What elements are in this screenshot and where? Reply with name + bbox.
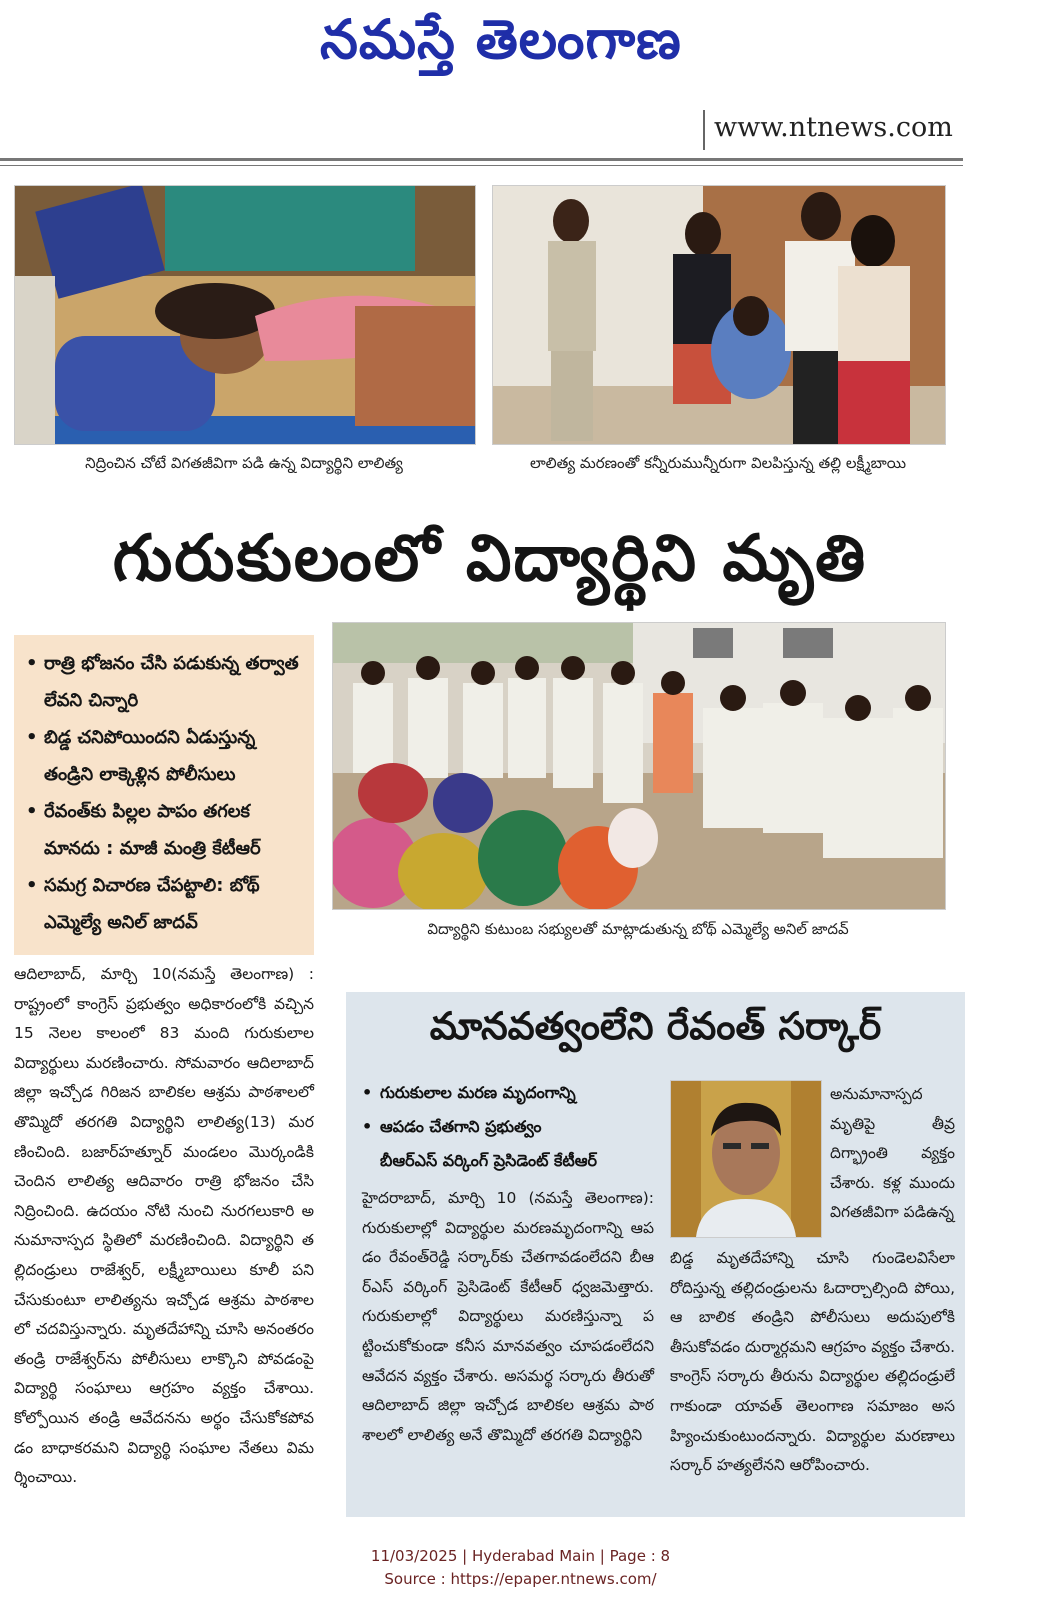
caption-mla-with-family: విద్యార్థిని కుటుంబ సభ్యులతో మాట్లాడుతున్న బోథ్‌ ఎమ్మెల్యే అనిల్‌ జాదవ్‌	[427, 920, 849, 938]
highlights-box	[14, 635, 314, 955]
footer-edition-info: 11/03/2025 | Hyderabad Main | Page : 8	[370, 1547, 671, 1565]
highlight-item: • సమగ్ర విచారణ చేపట్టాలి: బోథ్‌ ఎమ్మెల్యే అనిల్‌ జాదవ్‌	[26, 867, 304, 941]
photo-student-lying	[14, 185, 476, 445]
bullet-icon: •	[362, 1083, 373, 1102]
main-headline: గురుకులంలో విద్యార్థిని మృతి	[112, 522, 868, 596]
left-article-body: ఆదిలాబాద్‌, మార్చి 10(నమస్తే తెలంగాణ) : రాష్ట్రంలో కాంగ్రెస్‌ ప్రభుత్వం అధికారంలోకి వచ్చిన 15 నెలల కాలంలో 83 మంది గురుకులాల విద్యార్థులు మరణించారు. సోమవారం ఆదిలాబాద్‌ జిల్లా ఇచ్చోడ గిరిజన బాలికల ఆశ్రమ పాఠశాలలో తొమ్మిదో తరగతి విద్యార్థిని లాలిత్య(13) మరణించింది. బజార్‌హత్నూర్‌ మండలం మొర్కండికి చెందిన లాలిత్య ఆదివారం రాత్రి భోజనం చేసి నిద్రించింది. ఉదయం నోటి నుంచి నురగలుకారి అనుమానాస్పద స్థితిలో మరణించింది. విద్యార్థిని తల్లిదండ్రులు రాజేశ్వర్‌, లక్ష్మీబాయిలు కూలీ పని చేసుకుంటూ లాలిత్యను ఇచ్చోడ ఆశ్రమ పాఠశాలలో చదవిస్తున్నారు. మృతదేహాన్ని చూసి అనంతరం తండ్రి రాజేశ్వర్‌ను పోలీసులు లాక్కొని పోవడంపై విద్యార్థి సంఘాలు ఆగ్రహం వ్యక్తం చేశాయి. కోల్పోయిన తండ్రి ఆవేదనను అర్థం చేసుకోకపోవడం బాధాకరమని విద్యార్థి సంఘాల నేతలు విమర్శించాయి.	[14, 965, 314, 1487]
masthead-rule	[0, 158, 963, 161]
highlight-item: • రాత్రి భోజనం చేసి పడుకున్న తర్వాత లేవని చిన్నారి	[26, 645, 304, 719]
sub-story-headline: మానవత్వంలేని రేవంత్‌ సర్కార్‌	[429, 1004, 882, 1048]
site-url: www.ntnews.com	[714, 112, 953, 143]
highlight-item: • రేవంత్‌కు పిల్లల పాపం తగలక మానదు : మాజీ మంత్రి కేటీఆర్‌	[26, 793, 304, 867]
masthead	[0, 0, 1041, 170]
bullet-icon: •	[26, 801, 38, 822]
bullet-icon: •	[362, 1117, 373, 1136]
photo-ktr-portrait	[670, 1080, 822, 1238]
photo-mla-with-family	[332, 622, 946, 910]
masthead-rule-thin	[0, 165, 963, 166]
photo-ktr-portrait-image	[671, 1081, 821, 1237]
sub-story-article-body: హైదరాబాద్‌, మార్చి 10 (నమస్తే తెలంగాణ): గురుకులాల్లో విద్యార్థుల మరణమృదంగాన్ని ఆపడం రేవంత్‌రెడ్డి సర్కార్‌కు చేతగావడంలేదని బీఆర్‌ఎస్‌ వర్కింగ్‌ ప్రెసిడెంట్‌ కేటీఆర్‌ ధ్వజమెత్తారు. గురుకులాల్లో విద్యార్థులు మరణిస్తున్నా పట్టించుకోకుండా కనీస మానవత్వం చూపడంలేదని ఆవేదన వ్యక్తం చేశారు. అసమర్థ సర్కారు తీరుతో ఆదిలాబాద్‌ జిల్లా ఇచ్చోడ బాలికల ఆశ్రమ పాఠశాలలో లాలిత్య అనే తొమ్మిదో తరగతి విద్యార్థిని	[362, 1189, 654, 1444]
sub-bullet-item: • ఆపడం చేతగాని ప్రభుత్వం	[362, 1110, 662, 1144]
sub-story-right-top: అనుమానాస్పద మృతిపై తీవ్ర దిగ్భ్రాంతి వ్యక్తం చేశారు. కళ్ల ముందు విగతజీవిగా పడిఉన్న	[830, 1085, 955, 1222]
photo-student-lying-image	[15, 186, 475, 444]
sub-story-byline: బీఆర్‌ఎస్‌ వర్కింగ్‌ ప్రెసిడెంట్‌ కేటీఆర్‌	[380, 1151, 597, 1170]
sub-bullet-item: • గురుకులాల మరణ మృదంగాన్ని	[362, 1076, 662, 1110]
caption-student-lying: నిద్రించిన చోటే విగతజీవిగా పడి ఉన్న విద్యార్థిని లాలిత్య	[85, 454, 403, 472]
photo-mla-with-family-image	[333, 623, 945, 909]
sub-story-right-bottom: బిడ్డ మృతదేహాన్ని చూసి గుండెలవిసేలా రోదిస్తున్న తల్లిదండ్రులను ఓదార్చాల్సింది పోయి, ఆ బాలిక తండ్రిని పోలీసులు అదుపులోకి తీసుకోవడం దుర్మార్గమని ఆగ్రహం వ్యక్తం చేశారు. కాంగ్రెస్‌ సర్కారు తీరును విద్యార్థుల తల్లిదండ్రులే గాకుండా యావత్‌ తెలంగాణ సమాజం అసహ్యించుకుంటుందన్నారు. విద్యార్థుల మరణాలు సర్కార్‌ హత్యలేనని ఆరోపించారు.	[670, 1249, 955, 1475]
footer-source-link[interactable]: Source : https://epaper.ntnews.com/	[384, 1570, 657, 1588]
bullet-icon: •	[26, 875, 38, 896]
newspaper-logo: నమస్తే తెలంగాణ	[320, 8, 682, 71]
caption-mother-crying: లాలిత్య మరణంతో కన్నీరుమున్నీరుగా విలపిస్తున్న తల్లి లక్ష్మీబాయి	[529, 454, 907, 472]
photo-mother-crying	[492, 185, 946, 445]
highlight-item: • బిడ్డ చనిపోయిందని ఏడుస్తున్న తండ్రిని లాక్కెళ్లిన పోలీసులు	[26, 719, 304, 793]
sub-story-bullets	[362, 1076, 662, 1178]
url-divider	[703, 110, 705, 150]
bullet-icon: •	[26, 727, 38, 748]
bullet-icon: •	[26, 653, 38, 674]
photo-mother-crying-image	[493, 186, 945, 444]
